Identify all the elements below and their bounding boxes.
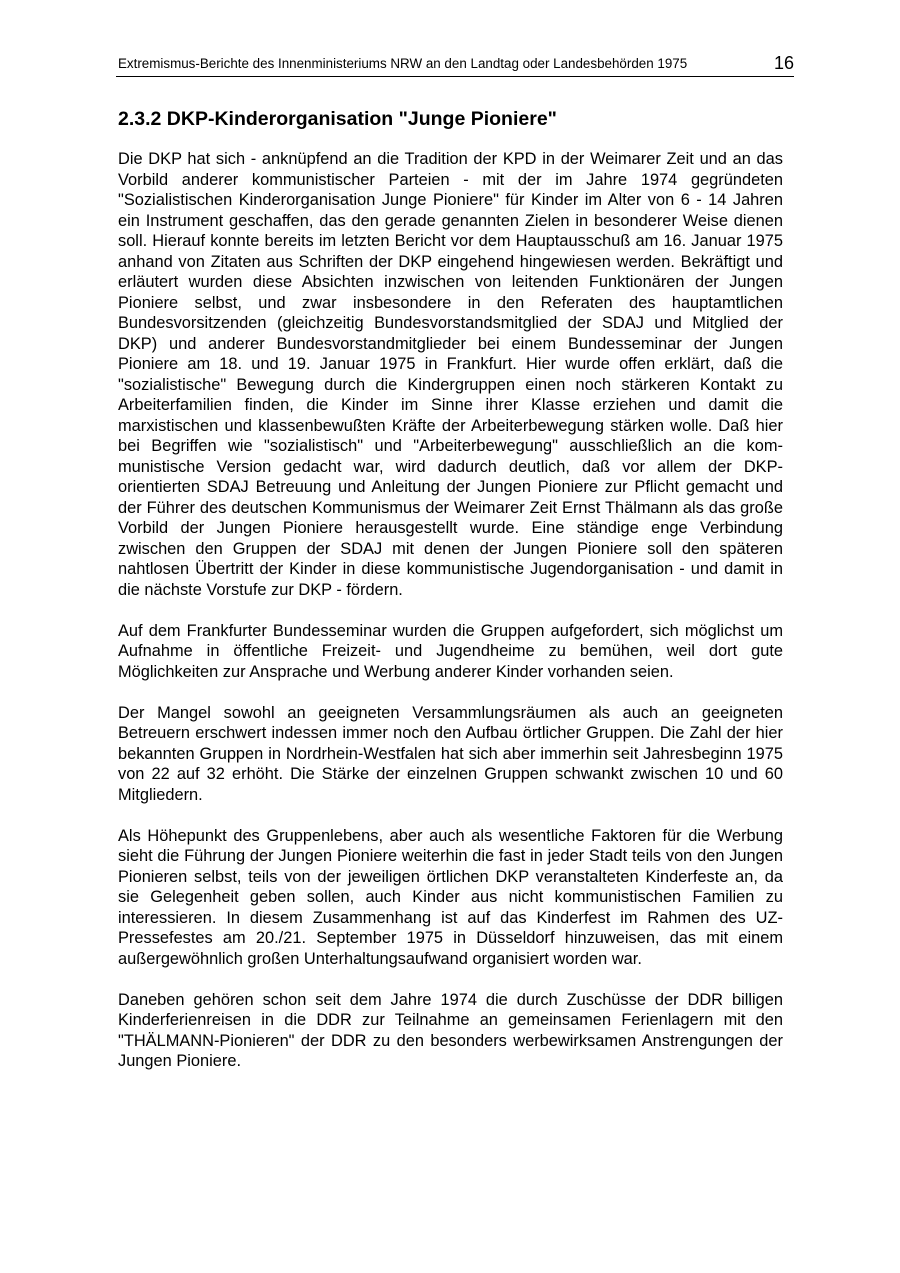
- body-text: [118, 149, 783, 1092]
- paragraph-3: Der Mangel sowohl an geeigneten Versammlungsräumen als auch an geeigneten Betreuern erschwert indessen immer noch den Aufbau örtlicher Gruppen. Die Zahl der hier bekannten Gruppen in Nordrhein-Westfalen hat sich aber immerhin seit Jahresbeginn 1975 von 22 auf 32 erhöht. Die Stärke der einzelnen Gruppen schwankt zwischen 10 und 60 Mitgliedern.: [118, 703, 783, 804]
- paragraph-1: Die DKP hat sich - anknüpfend an die Tradition der KPD in der Weimarer Zeit und an das Vorbild anderer kommunistischer Parteien - mit der im Jahre 1974 gegründeten "Sozialistischen Kinderorganisation Junge Pioniere" für Kinder im Alter von 6 - 14 Jahren ein Instrument geschaffen, das den gerade genannten Zielen in besonderer Weise dienen soll. Hierauf konnte bereits im letzten Bericht vor dem Hauptausschuß am 16. Januar 1975 anhand von Zitaten aus Schriften der DKP eingehend hingewiesen werden. Bekräftigt und erläutert wurden diese Absichten inzwischen von leitenden Funktionären der Jungen Pioniere selbst, und zwar insbesondere in den Referaten des hauptamtlichen Bundesvorsitzenden (gleichzeitig Bundesvorstandsmitglied der SDAJ und Mitglied der DKP) und anderer Bundesvorstandmitglieder bei einem Bundesseminar der Jungen Pioniere am 18. und 19. Januar 1975 in Frankfurt. Hier wurde offen erklärt, daß die "sozialistische" Bewegung durch die Kindergruppen einen noch stärkeren Kontakt zu Arbeiterfamilien finden, die Kinder im Sinne ihrer Klasse erziehen und damit die marxistischen und klassenbewußten Kräfte der Arbeiterbewegung stärken wolle. Daß hier bei Begriffen wie "sozialistisch" und "Arbeiterbewegung" ausschließlich an die kommunistische Version gedacht war, wird dadurch deutlich, daß vor allem der DKP-orientierten SDAJ Betreuung und Anleitung der Jungen Pioniere zur Pflicht gemacht und der Führer des deutschen Kommunismus der Weimarer Zeit Ernst Thälmann als das große Vorbild der Jungen Pioniere herausgestellt wurde. Eine ständige enge Verbindung zwischen den Gruppen der SDAJ mit denen der Jungen Pioniere soll den späteren nahtlosen Übertritt der Kinder in diese kommunistische Jugendorganisation - und damit in die nächste Vorstufe zur DKP - fördern.: [118, 150, 783, 599]
- running-header: [116, 52, 794, 77]
- running-title: Extremismus-Berichte des Innenministeriums NRW an den Landtag oder Landesbehörden 1975: [118, 56, 688, 71]
- paragraph-2: Auf dem Frankfurter Bundesseminar wurden die Gruppen aufgefordert, sich möglichst um Aufnahme in öffentliche Freizeit- und Jugendheime zu bemühen, weil dort gute Möglichkeiten zur Ansprache und Werbung anderer Kinder vorhanden seien.: [118, 621, 783, 681]
- paragraph-5: Daneben gehören schon seit dem Jahre 1974 die durch Zuschüsse der DDR billigen Kinderferienreisen in die DDR zur Teilnahme an gemeinsamen Ferienlagern mit den "THÄLMANN-Pionieren" der DDR zu den besonders werbewirksamen Anstrengungen der Jungen Pioniere.: [118, 990, 783, 1070]
- page-number: 16: [773, 53, 794, 73]
- paragraph-4: Als Höhepunkt des Gruppenlebens, aber auch als wesentliche Faktoren für die Werbung sieht die Führung der Jungen Pioniere weiterhin die fast in jeder Stadt teils von den Jungen Pionieren selbst, teils von der jeweiligen örtlichen DKP veranstalteten Kinderfeste an, da sie Gelegenheit geben sollen, auch Kinder aus nicht kommunistischen Familien zu interessieren. In diesem Zusammenhang ist auf das Kinderfest im Rahmen des UZ- Pressefestes am 20./21. September 1975 in Düsseldorf hinzuweisen, das mit einem außergewöhnlich großen Unterhaltungsaufwand organisiert worden war.: [118, 826, 783, 968]
- section-title: 2.3.2 DKP-Kinderorganisation "Junge Pioniere": [118, 108, 557, 130]
